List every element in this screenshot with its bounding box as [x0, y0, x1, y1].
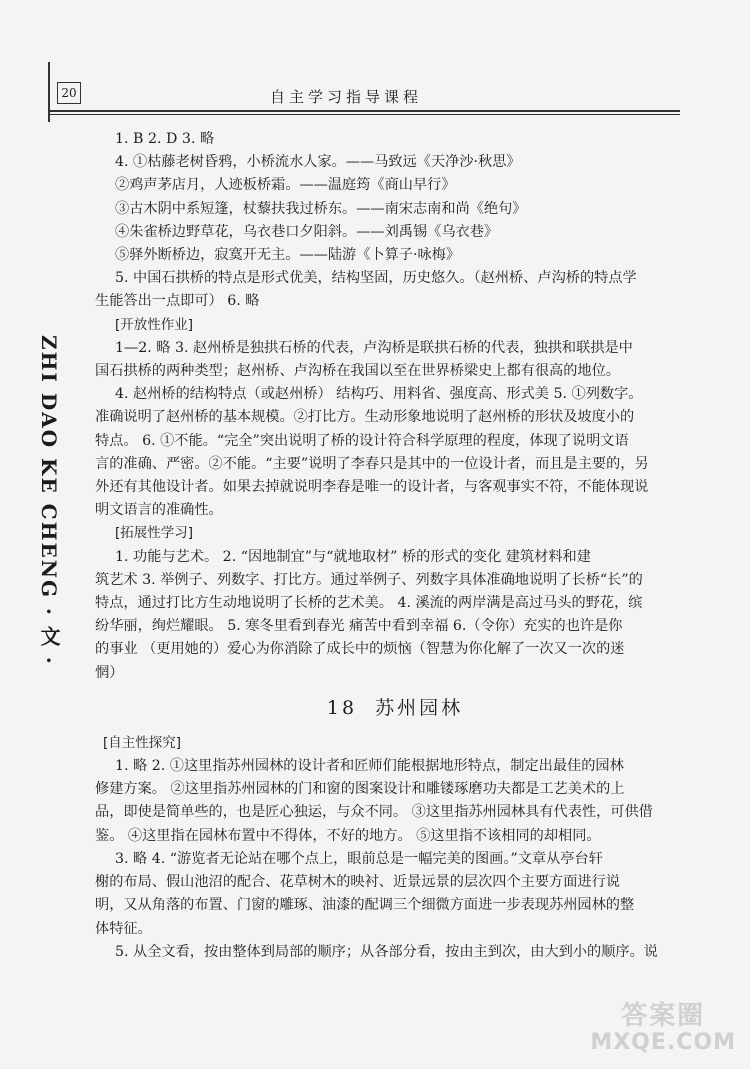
lesson-number: 18 [326, 696, 358, 719]
answer-line: ⑤驿外断桥边，寂寞开无主。——陆游《卜算子·咏梅》 [115, 247, 461, 264]
answer-line: 1. 略 2. ①这里指苏州园林的设计者和匠师们能根据地形特点，制定出最佳的园林 [115, 758, 624, 775]
answer-line: 惘） [95, 664, 124, 681]
answer-line: 纷华丽，绚烂耀眼。 5. 寒冬里看到春光 痛苦中看到幸福 6.（令你）充实的也许是你 [95, 618, 623, 635]
answer-line: 明文语言的准确性。 [95, 502, 223, 519]
answer-content [95, 128, 675, 964]
answer-line: 修建方案。 ②这里指苏州园林的门和窗的图案设计和雕镂琢磨功夫都是工艺美术的上 [95, 781, 625, 798]
answer-line: 1. B 2. D 3. 略 [115, 131, 215, 147]
answer-line: 生能答出一点即可） 6. 略 [95, 293, 260, 310]
side-series-label: ZHI DAO KE CHENG · 文 · [37, 335, 61, 666]
section-heading-open-homework: [开放性作业] [115, 316, 194, 333]
answer-line: 1. 功能与艺术。 2. “因地制宜”与“就地取材” 桥的形式的变化 建筑材料和建 [115, 548, 591, 565]
answer-line: 的事业 （更用她的）爱心为你消除了成长中的烦恼（智慧为你化解了一次又一次的迷 [95, 641, 625, 658]
answer-line: ②鸡声茅店月，人迹板桥霜。——温庭筠《商山早行》 [115, 177, 456, 194]
answer-line: 榭的布局、假山池沼的配合、花草树木的映衬、近景远景的层次四个主要方面进行说 [95, 874, 620, 891]
answer-line: 筑艺术 3. 举例子、列数字、打比方。通过举例子、列数字具体准确地说明了长桥“长”的 [95, 571, 643, 588]
answer-line: 品，即使是简单些的，也是匠心独运，与众不同。 ③这里指苏州园林具有代表性，可供借 [95, 804, 653, 821]
answer-line: 外还有其他设计者。如果去掉就说明李春是唯一的设计者，与客观事实不符，不能体现说 [95, 479, 649, 496]
answer-line: 4. ①枯藤老树昏鸦，小桥流水人家。——马致远《天净沙·秋思》 [115, 154, 521, 171]
lesson-heading [115, 696, 675, 720]
answer-line: 1—2. 略 3. 赵州桥是独拱石桥的代表，卢沟桥是联拱石桥的代表，独拱和联拱是中 [115, 339, 633, 356]
answer-line: 国石拱桥的两种类型；赵州桥、卢沟桥在我国以至在世界桥梁史上都有很高的地位。 [95, 363, 620, 380]
page-number: 20 [57, 82, 81, 104]
section-heading-self-inquiry: [自主性探究] [103, 734, 182, 751]
watermark-url: MXQE.COM [590, 1029, 736, 1055]
answer-line: 特点，通过打比方生动地说明了长桥的艺术美。 4. 溪流的两岸满是高过马头的野花，缤 [95, 595, 643, 612]
lesson-title: 苏州园林 [375, 696, 464, 719]
answer-line: 3. 略 4. “游览者无论站在哪个点上，眼前总是一幅完美的图画。”文章从亭台轩 [115, 850, 603, 867]
answer-line: 5. 中国石拱桥的特点是形式优美，结构坚固，历史悠久。（赵州桥、卢沟桥的特点学 [115, 270, 637, 287]
answer-line: 4. 赵州桥的结构特点（或赵州桥） 结构巧、用料省、强度高、形式美 5. ①列数字。 [115, 386, 643, 403]
answer-line: 特点。 6. ①不能。“完全”突出说明了桥的设计符合科学原理的程度，体现了说明文语 [95, 432, 629, 449]
watermark-logo: 答案圈 [621, 1001, 706, 1032]
answer-line: 鉴。 ④这里指在园林布置中不得体，不好的地方。 ⑤这里指不该相同的却相同。 [95, 827, 601, 844]
answer-line: 言的准确、严密。②不能。“主要”说明了李春只是其中的一位设计者，而且是主要的，另 [95, 455, 649, 472]
section-heading-extended-learning: [拓展性学习] [115, 525, 194, 542]
watermark [590, 1002, 736, 1055]
answer-line: 体特征。 [95, 920, 152, 937]
running-header-title: 自主学习指导课程 [270, 88, 423, 106]
answer-line: 准确说明了赵州桥的基本规模。②打比方。生动形象地说明了赵州桥的形状及坡度小的 [95, 409, 635, 426]
answer-line: 明，又从角落的布置、门窗的雕琢、油漆的配调三个细微方面进一步表现苏州园林的整 [95, 897, 635, 914]
header-divider [50, 110, 680, 115]
answer-line: ③古木阴中系短篷，杖藜扶我过桥东。——南宋志南和尚《绝句》 [115, 200, 527, 217]
answer-line: ④朱雀桥边野草花，乌衣巷口夕阳斜。——刘禹锡《乌衣巷》 [115, 223, 499, 240]
answer-line: 5. 从全文看，按由整体到局部的顺序；从各部分看，按由主到次，由大到小的顺序。说 [115, 943, 658, 960]
